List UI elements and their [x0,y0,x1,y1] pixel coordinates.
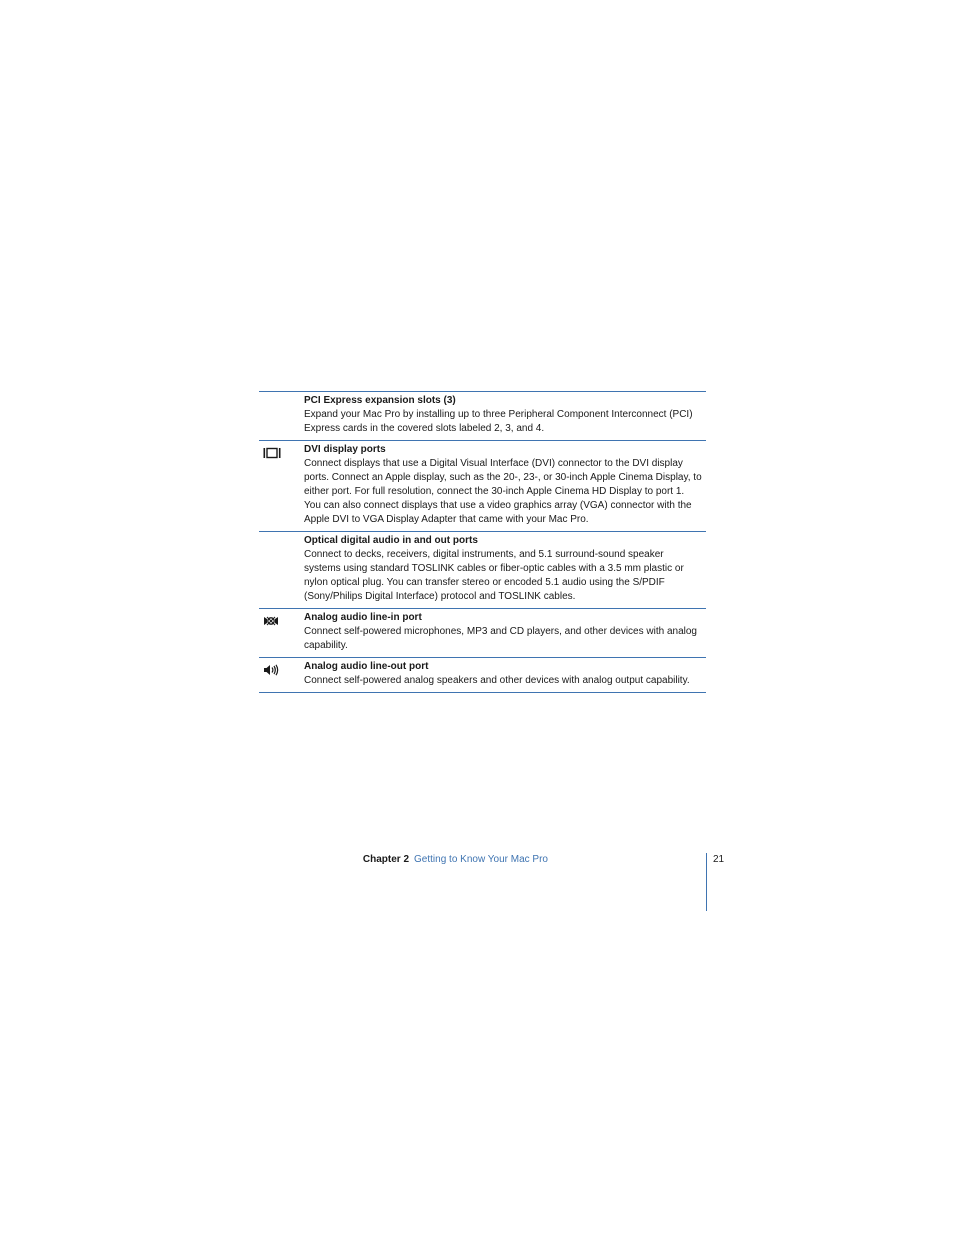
port-text [304,660,706,688]
port-title: Optical digital audio in and out ports [304,535,478,546]
port-row-pci [259,392,706,441]
dvi-display-icon [263,447,281,459]
port-row-dvi [259,441,706,532]
port-row-line-out [259,658,706,693]
port-title: Analog audio line-in port [304,612,422,623]
icon-cell [259,394,304,436]
ports-table [259,391,706,693]
port-description: Expand your Mac Pro by installing up to three Peripheral Component Interconnect (PCI) Express cards in the covered slots labeled 2, 3, and 4. [304,409,693,434]
page-footer [0,853,954,867]
page-number: 21 [713,854,725,865]
port-row-optical [259,532,706,609]
footer-divider [706,853,707,911]
port-title: PCI Express expansion slots (3) [304,395,456,406]
port-text [304,534,706,604]
port-row-line-in [259,609,706,658]
chapter-label: Chapter 2 [362,854,410,865]
icon-cell [259,534,304,604]
chapter-title: Getting to Know Your Mac Pro [414,854,548,865]
port-description: Connect displays that use a Digital Visual Interface (DVI) connector to the DVI display ports. Connect an Apple display, such as the 20-, 23-, or 30-inch Apple Cinema Display, to either port. For full resolution, connect the 30-inch Apple Cinema HD Display to port 1. You can also connect displays that use a video graphics array (VGA) connector with the Apple DVI to VGA Display Adapter that came with your Mac Pro. [304,458,702,525]
chapter-reference [363,853,548,867]
port-description: Connect self-powered analog speakers and other devices with analog output capability. [304,675,690,686]
port-title: DVI display ports [304,444,386,455]
audio-line-out-icon [263,664,279,676]
port-text [304,394,706,436]
port-text [304,443,706,527]
icon-cell [259,611,304,653]
audio-line-in-icon [263,615,279,627]
port-title: Analog audio line-out port [304,661,429,672]
port-text [304,611,706,653]
icon-cell [259,660,304,688]
icon-cell [259,443,304,527]
port-description: Connect to decks, receivers, digital instruments, and 5.1 surround-sound speaker systems using standard TOSLINK cables or fiber-optic cables with a 3.5 mm plastic or nylon optical plug. You can transfer stereo or encoded 5.1 audio using the S/PDIF (Sony/Philips Digital Interface) protocol and TOSLINK cables. [304,549,684,602]
port-description: Connect self-powered microphones, MP3 and CD players, and other devices with analog capability. [304,626,697,651]
